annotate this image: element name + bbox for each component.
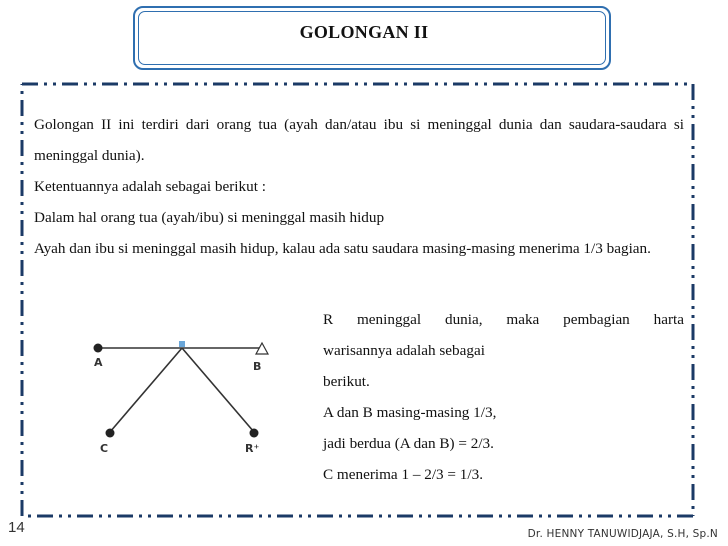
label-a: A [94, 356, 103, 369]
label-r: R⁺ [245, 442, 260, 455]
explanation-line: warisannya adalah sebagai [323, 342, 485, 359]
case-heading: Dalam hal orang tua (ayah/ibu) si meninggal masih hidup [34, 209, 385, 226]
content-body [34, 109, 684, 264]
slide-title: GOLONGAN II [299, 22, 429, 42]
explanation-line: A dan B masing-masing 1/3, [323, 404, 497, 421]
explanation-line: R meninggal dunia, maka pembagian harta [323, 311, 684, 328]
label-b: B [253, 360, 262, 373]
label-c: C [100, 442, 109, 455]
branch-right [182, 348, 254, 432]
family-diagram [90, 334, 290, 464]
node-c [106, 429, 115, 438]
branch-left [110, 348, 182, 432]
node-r [250, 429, 259, 438]
explanation-column [323, 304, 684, 490]
page-number: 14 [8, 519, 25, 536]
intro-paragraph: Golongan II ini terdiri dari orang tua (ayah dan/atau ibu si meninggal dunia dan saudara-saudara si meninggal dunia). [34, 116, 684, 164]
footer-author: Dr. HENNY TANUWIDJAJA, S.H, Sp.N [527, 528, 718, 540]
rule-heading: Ketentuannya adalah sebagai berikut : [34, 178, 266, 195]
node-r-marker [179, 341, 185, 347]
case-detail: Ayah dan ibu si meninggal masih hidup, kalau ada satu saudara masing-masing menerima 1/3 bagian. [34, 240, 651, 257]
explanation-line: C menerima 1 – 2/3 = 1/3. [323, 466, 483, 483]
explanation-line: berikut. [323, 373, 370, 390]
explanation-line: jadi berdua (A dan B) = 2/3. [323, 435, 494, 452]
node-a [94, 344, 103, 353]
